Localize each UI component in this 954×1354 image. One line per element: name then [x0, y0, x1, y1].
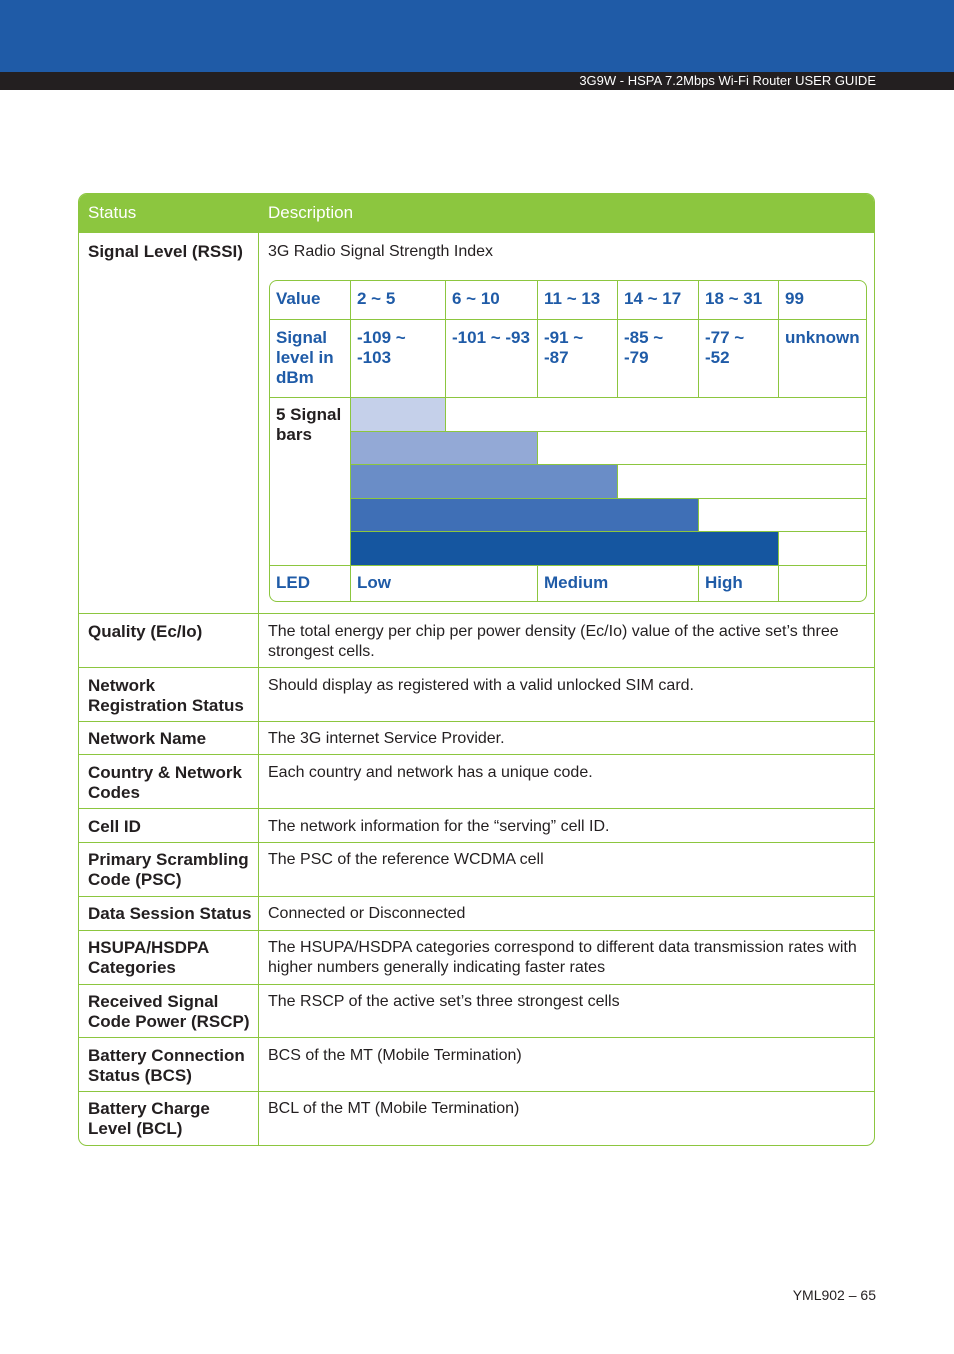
grid-line	[351, 498, 867, 499]
row-divider	[79, 613, 875, 614]
status-psc: Primary Scrambling Code (PSC)	[88, 850, 249, 889]
value-cell: 14 ~ 17	[624, 289, 682, 308]
status-bcs: Battery Connection Status (BCS)	[88, 1046, 245, 1085]
led-level: Medium	[544, 573, 609, 592]
status-cell-id: Cell ID	[88, 817, 141, 836]
dbm-cell: -91 ~ -87	[544, 328, 584, 367]
dbm-cell: unknown	[785, 328, 860, 347]
grid-line	[350, 281, 351, 602]
desc-country-network-codes: Each country and network has a unique code.	[268, 764, 593, 781]
value-cell: 2 ~ 5	[357, 289, 396, 308]
grid-line	[698, 281, 699, 397]
dbm-cell: -109 ~ -103	[357, 328, 406, 367]
header-description: Description	[268, 203, 354, 222]
status-rscp: Received Signal Code Power (RSCP)	[88, 992, 250, 1031]
desc-data-session: Connected or Disconnected	[268, 905, 466, 922]
grid-line	[778, 531, 779, 602]
signal-bar-5	[351, 532, 778, 565]
signal-bars-label: 5 Signal bars	[276, 405, 342, 444]
led-level: High	[705, 573, 743, 592]
dbm-cell: -85 ~ -79	[624, 328, 664, 367]
value-label: Value	[276, 289, 321, 308]
desc-network-registration: Should display as registered with a valid unlocked SIM card.	[268, 677, 694, 694]
row-divider	[79, 896, 875, 897]
signal-bar-1	[351, 398, 445, 431]
status-data-session: Data Session Status	[88, 904, 252, 923]
led-label: LED	[276, 573, 310, 592]
row-divider	[79, 930, 875, 931]
dbm-cell: -101 ~ -93	[452, 328, 530, 347]
row-divider	[79, 842, 875, 843]
desc-network-name: The 3G internet Service Provider.	[268, 730, 505, 747]
row-divider	[79, 1091, 875, 1092]
desc-cell-id: The network information for the “serving” cell ID.	[268, 818, 610, 835]
grid-line	[445, 281, 446, 397]
value-cell: 18 ~ 31	[705, 289, 763, 308]
grid-line	[698, 498, 699, 532]
status-signal-level: Signal Level (RSSI)	[88, 242, 243, 261]
grid-line	[351, 431, 867, 432]
desc-signal-level: 3G Radio Signal Strength Index	[268, 243, 494, 260]
row-divider	[79, 808, 875, 809]
grid-line	[351, 531, 867, 532]
column-divider	[258, 194, 259, 1146]
status-network-name: Network Name	[88, 729, 207, 748]
grid-line	[537, 281, 538, 397]
signal-bar-4	[351, 498, 698, 531]
value-cell: 11 ~ 13	[544, 289, 601, 308]
grid-line	[537, 565, 538, 602]
row-divider	[79, 984, 875, 985]
status-quality: Quality (Ec/Io)	[88, 622, 203, 641]
desc-rscp: The RSCP of the active set’s three strongest cells	[268, 993, 620, 1010]
signal-bar-3	[351, 465, 618, 498]
row-divider	[79, 754, 875, 755]
header-status: Status	[88, 203, 137, 222]
desc-psc: The PSC of the reference WCDMA cell	[268, 851, 544, 868]
status-hsupa-hsdpa: HSUPA/HSDPA Categories	[88, 938, 209, 977]
grid-line	[617, 281, 618, 397]
desc-hsupa-hsdpa: The HSUPA/HSDPA categories correspond to different data transmission rates with higher numbers generally indicating faster rates	[268, 939, 857, 976]
desc-bcs: BCS of the MT (Mobile Termination)	[268, 1047, 522, 1064]
grid-line	[617, 464, 618, 498]
table-header	[79, 194, 875, 233]
desc-quality: The total energy per chip per power density (Ec/Io) value of the active set’s three strongest cells.	[268, 623, 839, 660]
led-level: Low	[357, 573, 391, 592]
value-cell: 6 ~ 10	[452, 289, 500, 308]
desc-bcl: BCL of the MT (Mobile Termination)	[268, 1100, 520, 1117]
dbm-label: Signal level in dBm	[276, 328, 334, 387]
status-country-network-codes: Country & Network Codes	[88, 763, 242, 802]
row-divider	[79, 667, 875, 668]
row-divider	[79, 1037, 875, 1038]
grid-line	[351, 464, 867, 465]
signal-strength-table	[269, 280, 867, 602]
page-number: YML902 – 65	[792, 1287, 876, 1303]
dbm-cell: -77 ~ -52	[705, 328, 745, 367]
signal-bar-2	[351, 431, 538, 464]
status-network-registration: Network Registration Status	[88, 676, 244, 715]
grid-line	[537, 431, 538, 465]
guide-title-bar	[0, 72, 954, 90]
grid-line	[445, 397, 446, 431]
top-banner	[0, 0, 954, 72]
grid-line	[778, 281, 779, 397]
grid-line	[698, 565, 699, 602]
guide-title: 3G9W - HSPA 7.2Mbps Wi-Fi Router USER GUIDE	[579, 73, 876, 88]
grid-line	[270, 397, 867, 398]
row-divider	[79, 721, 875, 722]
value-cell: 99	[785, 289, 804, 308]
status-bcl: Battery Charge Level (BCL)	[88, 1099, 210, 1138]
